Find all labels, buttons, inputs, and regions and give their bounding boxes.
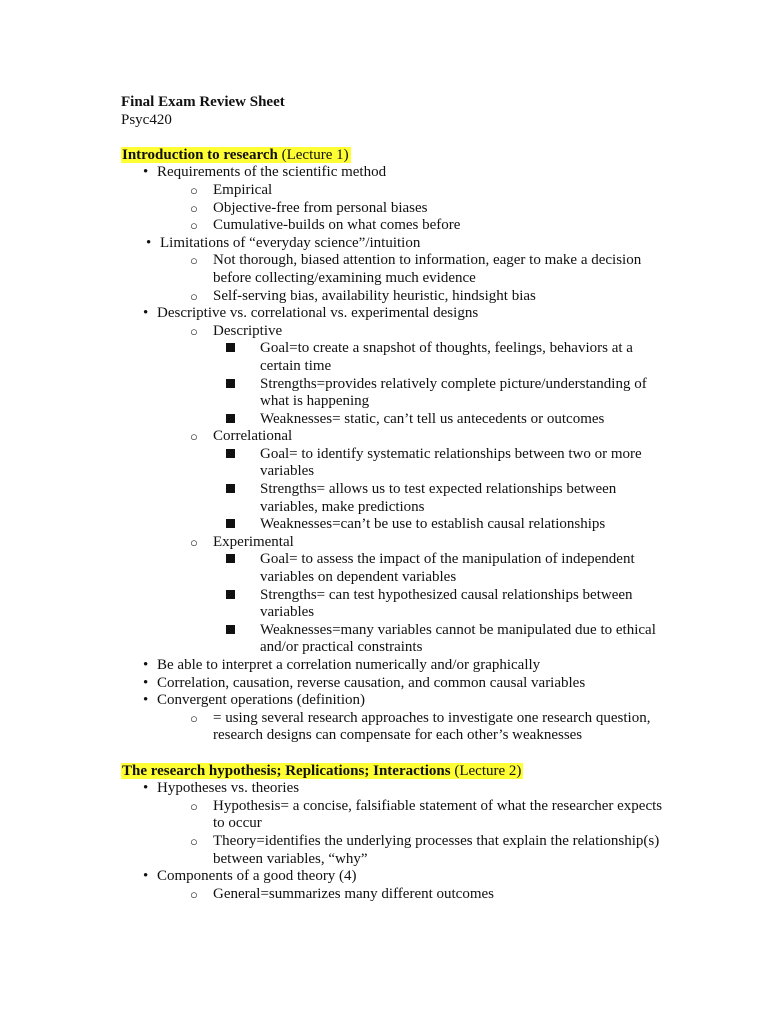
bullet-icon: • [143,868,149,885]
heading-lecture-ref: (Lecture 2) [454,762,522,779]
square-bullet-icon [226,519,235,528]
outline-item-level-2 [190,709,673,745]
outline-item-level-2 [190,217,673,235]
hollow-circle-bullet-icon: ○ [190,218,198,234]
hollow-circle-bullet-icon: ○ [190,833,198,849]
outline-item-level-1 [143,780,784,798]
section-heading [121,147,784,165]
square-bullet-icon [226,625,235,634]
outline-item-level-3 [260,411,675,429]
document-page [0,94,784,903]
outline-item-text: Strengths= allows us to test expected relationships between variables, make predictions [260,481,617,515]
outline-item-text: Convergent operations (definition) [157,692,366,709]
hollow-circle-bullet-icon: ○ [190,429,198,445]
section-intro [0,147,784,745]
square-bullet-icon [226,414,235,423]
bullet-icon: • [143,164,149,181]
outline-item-text: Strengths=provides relatively complete picture/understanding of what is happening [260,375,647,410]
outline-item-level-2 [190,797,673,833]
outline-item-level-2 [190,199,673,218]
outline-item-text: Goal=to create a snapshot of thoughts, feelings, behaviors at a certain time [260,340,633,374]
bullet-icon: • [143,305,149,322]
square-bullet-icon [226,343,235,352]
hollow-circle-bullet-icon: ○ [190,288,198,304]
outline-item-text: Weaknesses= static, can’t tell us antecedents or outcomes [260,410,605,427]
outline-item-text: Weaknesses=can’t be use to establish causal relationships [260,516,606,533]
outline-item-text: Goal= to identify systematic relationships between two or more variables [260,445,642,480]
outline-item-text: Components of a good theory (4) [157,868,357,885]
section-heading [121,763,784,781]
outline-list [0,164,784,745]
bullet-icon: • [146,234,152,251]
hollow-circle-bullet-icon: ○ [190,710,198,726]
outline-item-level-1 [143,657,784,675]
highlighted-heading [121,147,351,163]
bullet-icon: • [143,780,149,797]
bullet-icon: • [143,692,149,709]
outline-item-level-1 [143,674,784,693]
outline-item-level-2 [190,181,673,200]
bullet-icon: • [143,674,149,691]
outline-item-text: General=summarizes many different outcomes [213,885,495,902]
square-bullet-icon [226,554,235,563]
outline-item-level-3 [260,481,675,516]
outline-item-level-3 [260,340,675,375]
square-bullet-icon [226,484,235,493]
outline-list [0,780,784,903]
section-hypothesis [0,763,784,904]
outline-item-text: = using several research approaches to investigate one research question, research designs can compensate for each other’s weaknesses [213,709,651,744]
outline-item-level-3 [260,376,675,411]
outline-item-text: Limitations of “everyday science”/intuition [160,234,421,251]
square-bullet-icon [226,590,235,599]
outline-item-level-2 [190,533,673,552]
heading-bold-text: The research hypothesis; Replications; Interactions [122,762,451,779]
hollow-circle-bullet-icon: ○ [190,182,198,198]
outline-item-text: Self-serving bias, availability heuristic, hindsight bias [213,287,536,304]
outline-item-level-1 [143,868,784,886]
outline-item-level-3 [260,516,675,534]
outline-item-level-1 [146,234,784,253]
outline-item-level-2 [190,322,673,341]
document-title: Final Exam Review Sheet [121,94,285,110]
hollow-circle-bullet-icon: ○ [190,200,198,216]
outline-item-text: Experimental [213,533,294,550]
outline-item-level-1 [143,305,784,323]
outline-item-level-1 [143,164,784,182]
hollow-circle-bullet-icon: ○ [190,798,198,814]
outline-item-text: Not thorough, biased attention to information, eager to make a decision before collecting/examining much evidence [213,252,642,286]
outline-item-text: Descriptive vs. correlational vs. experimental designs [157,305,479,322]
outline-item-level-2 [190,428,673,446]
heading-bold-text: Introduction to research [122,146,278,163]
outline-item-text: Weaknesses=many variables cannot be manipulated due to ethical and/or practical constraints [260,621,656,656]
outline-item-text: Descriptive [213,322,283,339]
heading-lecture-ref: (Lecture 1) [281,146,349,163]
outline-item-text: Objective-free from personal biases [213,199,428,216]
hollow-circle-bullet-icon: ○ [190,253,198,269]
outline-item-level-2 [190,832,673,868]
outline-item-level-3 [260,587,675,622]
outline-item-level-2 [190,287,673,306]
outline-item-text: Goal= to assess the impact of the manipulation of independent variables on dependent variables [260,551,635,586]
outline-item-level-1 [143,692,784,710]
outline-item-level-2 [190,252,673,287]
bullet-icon: • [143,657,149,673]
outline-item-text: Correlational [213,428,293,445]
outline-item-text: Theory=identifies the underlying processes that explain the relationship(s) between variables, “why” [213,832,660,867]
outline-item-level-3 [260,446,675,481]
square-bullet-icon [226,379,235,388]
highlighted-heading [121,763,523,779]
document-header [121,94,784,129]
square-bullet-icon [226,449,235,458]
outline-item-text: Requirements of the scientific method [157,164,387,181]
outline-item-text: Cumulative-builds on what comes before [213,217,461,234]
outline-item-level-3 [260,551,675,586]
hollow-circle-bullet-icon: ○ [190,323,198,339]
outline-item-text: Hypotheses vs. theories [157,780,300,797]
outline-item-text: Hypothesis= a concise, falsifiable statement of what the researcher expects to occur [213,797,663,832]
outline-item-text: Be able to interpret a correlation numerically and/or graphically [157,657,541,673]
outline-item-level-3 [260,622,675,657]
outline-item-text: Correlation, causation, reverse causation, and common causal variables [157,674,586,691]
hollow-circle-bullet-icon: ○ [190,534,198,550]
outline-item-text: Strengths= can test hypothesized causal relationships between variables [260,586,633,621]
outline-item-text: Empirical [213,181,273,198]
outline-item-level-2 [190,885,673,904]
hollow-circle-bullet-icon: ○ [190,886,198,902]
course-code: Psyc420 [121,111,172,128]
